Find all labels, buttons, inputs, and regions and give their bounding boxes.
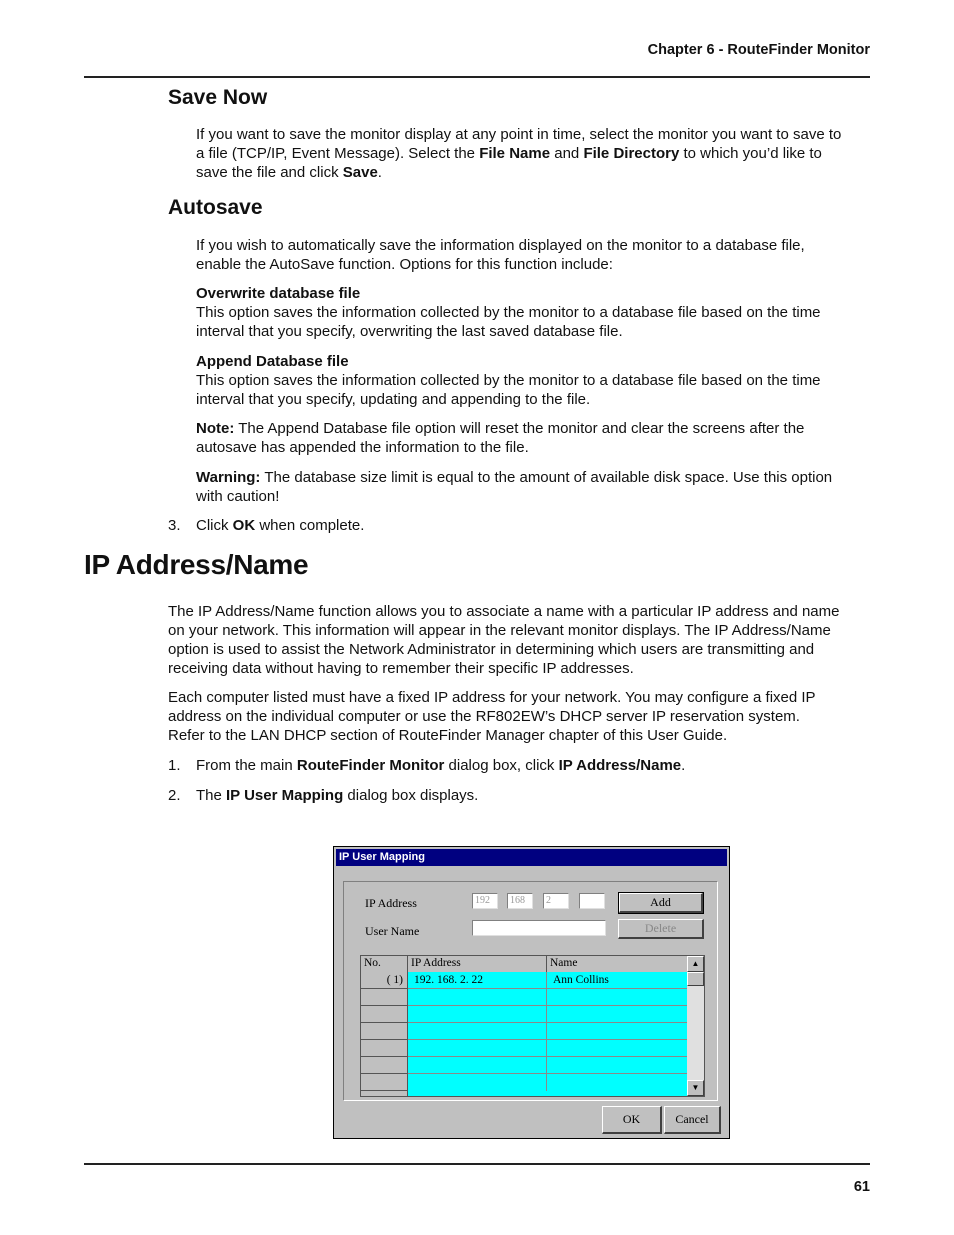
save-now-heading: Save Now — [168, 86, 268, 109]
note-label: Note: — [196, 420, 235, 437]
overwrite-block — [196, 284, 821, 341]
text-line: If you wish to automatically save the information displayed on the monitor to a database file, — [196, 237, 805, 254]
bold-term: IP Address/Name — [558, 757, 682, 774]
ip-intro-paragraph — [168, 602, 839, 678]
table-cell-ip[interactable] — [408, 1040, 547, 1057]
warning-block — [196, 468, 832, 506]
table-cell-ip[interactable] — [408, 1006, 547, 1023]
text-span: dialog box displays. — [343, 787, 479, 804]
bold-term: File Name — [479, 145, 551, 162]
text-line — [196, 468, 832, 487]
step-1-text — [196, 756, 685, 775]
autosave-heading: Autosave — [168, 196, 263, 219]
text-line: on your network. This information will appear in the relevant monitor displays. The IP Address/Name — [168, 622, 831, 639]
text-line: interval that you specify, updating and appending to the file. — [196, 391, 591, 408]
table-cell-name[interactable] — [547, 1074, 689, 1091]
text-line: This option saves the information collected by the monitor to a database file based on the time — [196, 304, 821, 321]
bold-term: IP User Mapping — [226, 787, 344, 804]
text-line — [196, 144, 841, 163]
text-span: a file (TCP/IP, Event Message). Select the — [196, 145, 480, 162]
column-header-ip-address: IP Address — [408, 956, 547, 972]
ip-octet-4-input[interactable] — [579, 893, 605, 909]
add-button[interactable]: Add — [619, 893, 703, 913]
table-cell-ip[interactable] — [408, 989, 547, 1006]
ip-octet-3-input[interactable]: 2 — [543, 893, 569, 909]
append-block — [196, 352, 821, 409]
scroll-thumb[interactable] — [687, 972, 704, 986]
column-header-no: No. — [361, 956, 408, 972]
footer-rule — [84, 1163, 870, 1165]
text-line: Refer to the LAN DHCP section of RouteFinder Manager chapter of this User Guide. — [168, 727, 728, 744]
row-number-cell[interactable] — [361, 1074, 408, 1091]
warning-label: Warning: — [196, 469, 261, 486]
page-number: 61 — [853, 1179, 870, 1195]
text-span: and — [550, 145, 584, 162]
row-number-cell[interactable] — [361, 1006, 408, 1023]
table-cell-ip[interactable] — [408, 1023, 547, 1040]
text-span: The database size limit is equal to the amount of available disk space. Use this option — [260, 469, 833, 486]
step-3-text — [196, 516, 364, 535]
table-cell-ip[interactable] — [408, 1074, 547, 1091]
append-title: Append Database file — [196, 353, 349, 370]
text-line: The IP Address/Name function allows you to associate a name with a particular IP address and name — [168, 603, 840, 620]
table-cell-name[interactable] — [547, 1023, 689, 1040]
text-span: to which you’d like to — [679, 145, 822, 162]
column-header-name: Name — [550, 957, 578, 969]
ip-address-name-heading: IP Address/Name — [84, 549, 309, 580]
text-line: receiving data without having to remember their specific IP addresses. — [168, 660, 634, 677]
vertical-scrollbar[interactable] — [687, 956, 704, 1096]
ip-mapping-table — [360, 955, 705, 1097]
text-line — [196, 163, 841, 182]
bold-term: File Directory — [583, 145, 680, 162]
text-span: . — [377, 164, 382, 181]
text-span: The — [196, 787, 227, 804]
text-line: This option saves the information collected by the monitor to a database file based on the time — [196, 372, 821, 389]
text-span: The Append Database file option will reset the monitor and clear the screens after the — [234, 420, 805, 437]
text-line: If you want to save the monitor display at any point in time, select the monitor you want to save to — [196, 126, 842, 143]
table-cell-ip[interactable]: 192. 168. 2. 22 — [408, 972, 547, 989]
bold-term: Save — [342, 164, 378, 181]
ip-octet-1-input[interactable]: 192 — [472, 893, 498, 909]
step-2-text — [196, 786, 478, 805]
cancel-button[interactable]: Cancel — [664, 1106, 721, 1134]
autosave-intro — [196, 236, 805, 274]
overwrite-title: Overwrite database file — [196, 285, 361, 302]
text-line: option is used to assist the Network Administrator in determining which users are transmitting and — [168, 641, 815, 658]
table-cell-name[interactable]: Ann Collins — [547, 972, 689, 989]
text-line: with caution! — [196, 488, 280, 505]
scroll-up-icon[interactable]: ▲ — [687, 956, 704, 972]
text-line — [196, 419, 804, 438]
text-line: Each computer listed must have a fixed IP address for your network. You may configure a fixed IP — [168, 689, 816, 706]
text-span: . — [681, 757, 686, 774]
row-number-cell[interactable] — [361, 989, 408, 1006]
user-name-input[interactable] — [472, 920, 606, 936]
delete-button[interactable]: Delete — [618, 919, 704, 939]
row-number-cell[interactable] — [361, 1057, 408, 1074]
text-line: interval that you specify, overwriting the last saved database file. — [196, 323, 623, 340]
bold-term: RouteFinder Monitor — [296, 757, 445, 774]
step-1-number: 1. — [168, 757, 181, 774]
text-line: autosave has appended the information to the file. — [196, 439, 529, 456]
scroll-down-icon[interactable]: ▼ — [687, 1080, 704, 1096]
table-cell-name[interactable] — [547, 1040, 689, 1057]
dialog-title-bar: IP User Mapping — [336, 849, 727, 866]
table-cell-name[interactable] — [547, 1006, 689, 1023]
text-line: enable the AutoSave function. Options for this function include: — [196, 256, 613, 273]
save-now-paragraph — [196, 125, 841, 182]
bold-term: OK — [232, 517, 256, 534]
ip-user-mapping-dialog — [333, 846, 730, 1139]
step-3-number: 3. — [168, 517, 181, 534]
table-cell-name[interactable] — [547, 989, 689, 1006]
header-rule — [84, 76, 870, 78]
text-span: From the main — [196, 757, 297, 774]
text-span: Click — [196, 517, 233, 534]
ip-address-label: IP Address — [365, 896, 417, 910]
row-number-cell[interactable] — [361, 1040, 408, 1057]
user-name-label: User Name — [365, 924, 420, 938]
text-span: dialog box, click — [444, 757, 559, 774]
note-block — [196, 419, 804, 457]
text-line: address on the individual computer or use the RF802EW’s DHCP server IP reservation system. — [168, 708, 800, 725]
chapter-header: Chapter 6 - RouteFinder Monitor — [647, 42, 870, 58]
table-cell-ip[interactable] — [408, 1057, 547, 1074]
text-span: when complete. — [255, 517, 365, 534]
table-cell-name[interactable] — [547, 1057, 689, 1074]
row-number-cell[interactable]: ( 1) — [361, 972, 408, 989]
ip-fixed-paragraph — [168, 688, 816, 745]
ok-button[interactable]: OK — [602, 1106, 662, 1134]
table-header — [361, 956, 687, 973]
text-span: save the file and click — [196, 164, 343, 181]
step-2-number: 2. — [168, 787, 181, 804]
row-number-cell[interactable] — [361, 1091, 408, 1097]
row-number-cell[interactable] — [361, 1023, 408, 1040]
ip-octet-2-input[interactable]: 168 — [507, 893, 533, 909]
